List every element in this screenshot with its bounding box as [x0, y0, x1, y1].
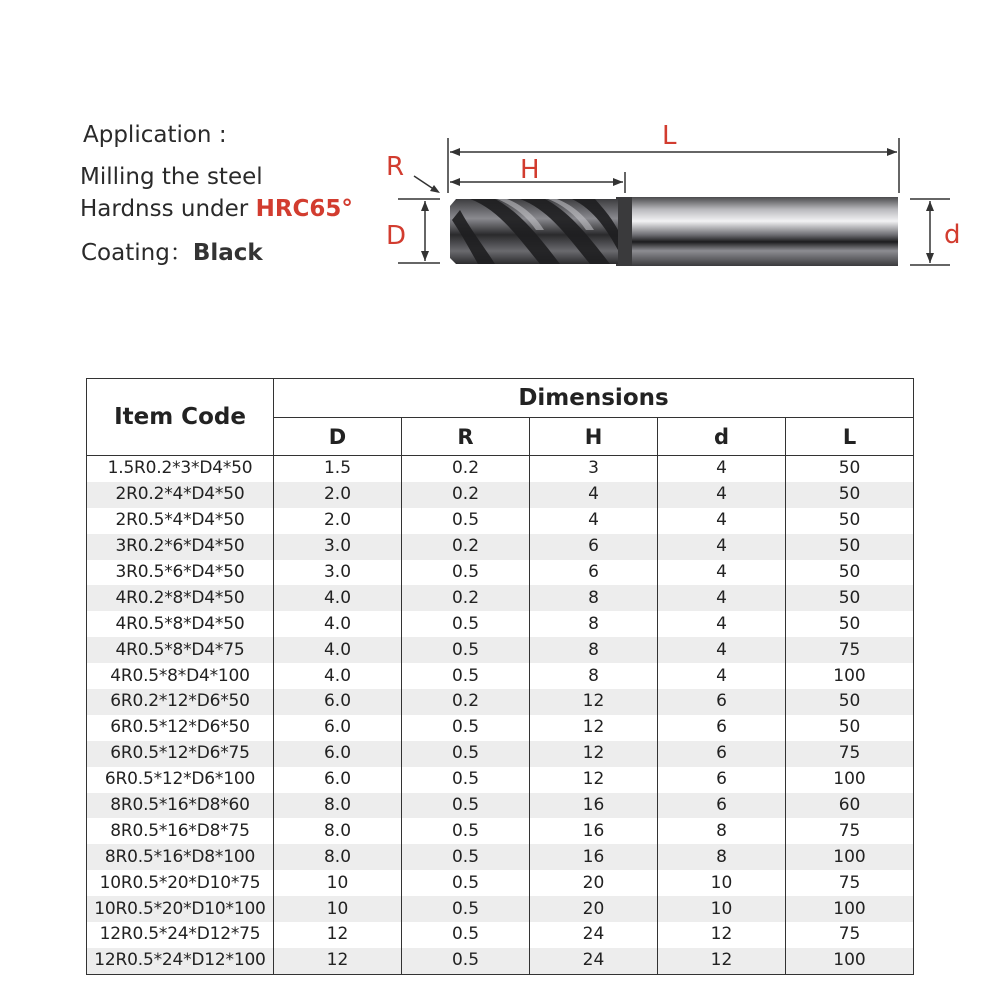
arrow-D-top [421, 201, 429, 211]
cell-item-code: 10R0.5*20*D10*100 [87, 896, 274, 922]
application-label: Application : [83, 122, 227, 148]
table-row [87, 870, 914, 896]
cell-d: 4 [658, 534, 786, 560]
cell-R: 0.5 [402, 611, 530, 637]
arrow-L-right [887, 148, 897, 156]
cell-D: 1.5 [274, 456, 402, 482]
cell-d: 6 [658, 793, 786, 819]
cell-L: 50 [786, 585, 914, 611]
cell-d: 10 [658, 896, 786, 922]
arrow-D-bottom [421, 251, 429, 261]
table-row [87, 767, 914, 793]
cell-D: 4.0 [274, 611, 402, 637]
table-row [87, 585, 914, 611]
column-header-R: R [402, 418, 530, 456]
cell-d: 12 [658, 922, 786, 948]
cell-R: 0.5 [402, 508, 530, 534]
cell-item-code: 10R0.5*20*D10*75 [87, 870, 274, 896]
cell-R: 0.2 [402, 585, 530, 611]
table-row [87, 456, 914, 482]
cell-H: 8 [530, 585, 658, 611]
column-header-d: d [658, 418, 786, 456]
cell-item-code: 8R0.5*16*D8*100 [87, 844, 274, 870]
header-row-top [87, 379, 914, 418]
cell-L: 50 [786, 482, 914, 508]
label-R: R [386, 152, 405, 182]
cell-D: 6.0 [274, 715, 402, 741]
cell-L: 75 [786, 637, 914, 663]
cell-item-code: 8R0.5*16*D8*75 [87, 818, 274, 844]
cell-L: 100 [786, 948, 914, 974]
cell-d: 6 [658, 715, 786, 741]
cell-item-code: 6R0.5*12*D6*75 [87, 741, 274, 767]
cell-d: 4 [658, 637, 786, 663]
cell-D: 8.0 [274, 844, 402, 870]
table-row [87, 793, 914, 819]
column-header-L: L [786, 418, 914, 456]
table-row [87, 844, 914, 870]
cell-item-code: 8R0.5*16*D8*60 [87, 793, 274, 819]
cell-H: 8 [530, 611, 658, 637]
cell-D: 4.0 [274, 585, 402, 611]
cell-d: 6 [658, 741, 786, 767]
label-L: L [662, 121, 677, 151]
table-row [87, 663, 914, 689]
cell-H: 12 [530, 689, 658, 715]
cell-D: 3.0 [274, 560, 402, 586]
cell-R: 0.2 [402, 482, 530, 508]
label-d: d [944, 220, 961, 250]
arrow-H-right [613, 178, 623, 186]
cell-item-code: 6R0.2*12*D6*50 [87, 689, 274, 715]
table-row [87, 611, 914, 637]
arrow-d-top [926, 201, 934, 211]
cell-L: 50 [786, 689, 914, 715]
cell-d: 4 [658, 508, 786, 534]
cell-item-code: 3R0.5*6*D4*50 [87, 560, 274, 586]
cell-item-code: 1.5R0.2*3*D4*50 [87, 456, 274, 482]
end-mill-diagram [0, 0, 1000, 300]
specification-table-container [86, 378, 914, 975]
cell-d: 4 [658, 585, 786, 611]
cell-H: 20 [530, 870, 658, 896]
cell-d: 8 [658, 844, 786, 870]
cell-D: 2.0 [274, 508, 402, 534]
cell-R: 0.5 [402, 767, 530, 793]
table-row [87, 689, 914, 715]
table-row [87, 534, 914, 560]
arrow-d-bottom [926, 253, 934, 263]
cell-d: 4 [658, 560, 786, 586]
cell-R: 0.5 [402, 870, 530, 896]
cell-R: 0.5 [402, 637, 530, 663]
cell-D: 6.0 [274, 741, 402, 767]
cell-d: 4 [658, 611, 786, 637]
cell-item-code: 12R0.5*24*D12*75 [87, 922, 274, 948]
cell-R: 0.5 [402, 793, 530, 819]
label-H: H [520, 155, 540, 185]
tool-neck [616, 197, 632, 266]
cell-D: 10 [274, 896, 402, 922]
cell-H: 8 [530, 637, 658, 663]
cell-R: 0.5 [402, 896, 530, 922]
cell-D: 4.0 [274, 663, 402, 689]
cell-item-code: 12R0.5*24*D12*100 [87, 948, 274, 974]
cell-H: 16 [530, 818, 658, 844]
application-line-milling: Milling the steel [80, 164, 263, 190]
cell-L: 50 [786, 534, 914, 560]
cell-H: 12 [530, 767, 658, 793]
item-code-header: Item Code [87, 379, 274, 456]
cell-L: 100 [786, 896, 914, 922]
cell-H: 16 [530, 793, 658, 819]
label-D: D [386, 221, 407, 251]
cell-L: 75 [786, 818, 914, 844]
arrow-L-left [450, 148, 460, 156]
cell-L: 50 [786, 456, 914, 482]
hardness-prefix: Hardnss under [80, 196, 256, 222]
table-row [87, 560, 914, 586]
cell-D: 6.0 [274, 767, 402, 793]
cell-D: 2.0 [274, 482, 402, 508]
table-row [87, 508, 914, 534]
coating-value: Black [192, 240, 263, 266]
arrow-R [430, 185, 440, 193]
cell-D: 8.0 [274, 818, 402, 844]
cell-R: 0.5 [402, 922, 530, 948]
cell-item-code: 3R0.2*6*D4*50 [87, 534, 274, 560]
cell-L: 75 [786, 741, 914, 767]
coating-label: Coating： [81, 240, 193, 266]
cell-R: 0.5 [402, 715, 530, 741]
cell-R: 0.2 [402, 689, 530, 715]
cell-H: 20 [530, 896, 658, 922]
table-row [87, 741, 914, 767]
cell-H: 3 [530, 456, 658, 482]
table-row [87, 482, 914, 508]
cell-H: 4 [530, 508, 658, 534]
cell-d: 4 [658, 663, 786, 689]
table-row [87, 896, 914, 922]
cell-d: 6 [658, 767, 786, 793]
cell-L: 60 [786, 793, 914, 819]
cell-H: 4 [530, 482, 658, 508]
cell-H: 6 [530, 560, 658, 586]
column-header-H: H [530, 418, 658, 456]
specification-table [86, 378, 914, 975]
column-header-D: D [274, 418, 402, 456]
cell-D: 10 [274, 870, 402, 896]
specification-table-body [87, 456, 914, 975]
arrow-H-left [450, 178, 460, 186]
cell-D: 8.0 [274, 793, 402, 819]
cell-D: 12 [274, 948, 402, 974]
cell-L: 75 [786, 922, 914, 948]
cell-L: 100 [786, 844, 914, 870]
cell-L: 50 [786, 508, 914, 534]
cell-L: 50 [786, 611, 914, 637]
cell-d: 4 [658, 482, 786, 508]
table-row [87, 922, 914, 948]
cell-R: 0.5 [402, 663, 530, 689]
cell-D: 12 [274, 922, 402, 948]
tool-shank [628, 197, 898, 266]
cell-d: 4 [658, 456, 786, 482]
table-row [87, 715, 914, 741]
cell-H: 24 [530, 922, 658, 948]
cell-d: 10 [658, 870, 786, 896]
dimensions-header: Dimensions [274, 379, 914, 418]
cell-R: 0.5 [402, 741, 530, 767]
cell-H: 24 [530, 948, 658, 974]
cell-d: 8 [658, 818, 786, 844]
cell-H: 12 [530, 715, 658, 741]
cell-item-code: 4R0.5*8*D4*50 [87, 611, 274, 637]
cell-d: 12 [658, 948, 786, 974]
cell-L: 50 [786, 560, 914, 586]
cell-L: 100 [786, 663, 914, 689]
cell-item-code: 6R0.5*12*D6*100 [87, 767, 274, 793]
cell-item-code: 6R0.5*12*D6*50 [87, 715, 274, 741]
cell-R: 0.2 [402, 456, 530, 482]
cell-D: 4.0 [274, 637, 402, 663]
cell-item-code: 2R0.5*4*D4*50 [87, 508, 274, 534]
cell-H: 6 [530, 534, 658, 560]
hardness-value: HRC65° [255, 196, 353, 222]
cell-R: 0.5 [402, 560, 530, 586]
cell-L: 75 [786, 870, 914, 896]
table-row [87, 948, 914, 974]
cell-D: 6.0 [274, 689, 402, 715]
cell-item-code: 4R0.5*8*D4*100 [87, 663, 274, 689]
cell-item-code: 4R0.2*8*D4*50 [87, 585, 274, 611]
cell-H: 16 [530, 844, 658, 870]
cell-L: 100 [786, 767, 914, 793]
cell-item-code: 4R0.5*8*D4*75 [87, 637, 274, 663]
table-row [87, 637, 914, 663]
cell-R: 0.2 [402, 534, 530, 560]
cell-R: 0.5 [402, 844, 530, 870]
cell-D: 3.0 [274, 534, 402, 560]
cell-item-code: 2R0.2*4*D4*50 [87, 482, 274, 508]
cell-H: 12 [530, 741, 658, 767]
cell-L: 50 [786, 715, 914, 741]
cell-R: 0.5 [402, 818, 530, 844]
table-row [87, 818, 914, 844]
cell-d: 6 [658, 689, 786, 715]
cell-H: 8 [530, 663, 658, 689]
cell-R: 0.5 [402, 948, 530, 974]
